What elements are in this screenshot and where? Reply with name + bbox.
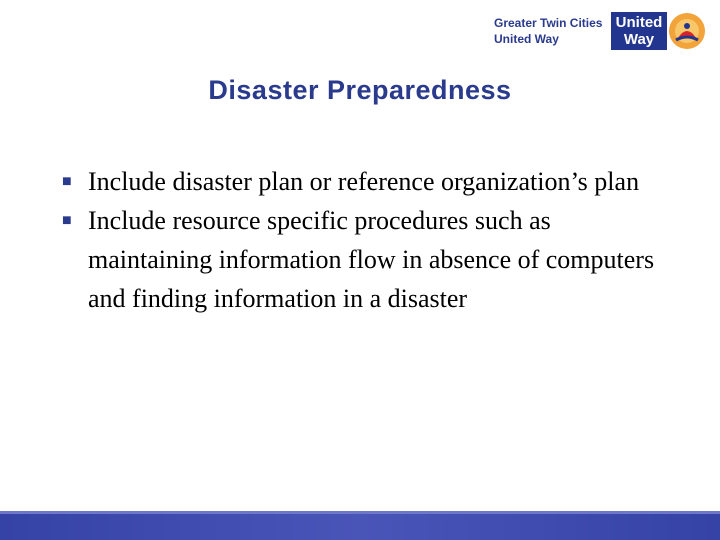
bullet-item [60,201,680,318]
square-bullet-icon: ■ [62,173,72,190]
bullet-text: Include resource specific procedures such as maintaining information flow in absence of computers and finding information in a disaster [88,206,655,313]
slide-title: Disaster Preparedness [208,75,512,105]
square-bullet-icon: ■ [62,212,72,229]
footer-band [0,514,720,540]
bullet-text: Include disaster plan or reference organization’s plan [88,167,640,196]
organization-name [494,15,602,47]
organization-name-line2: United Way [494,32,559,46]
logo-box-line2: Way [623,31,655,48]
organization-name-line1: Greater Twin Cities [494,16,603,30]
united-way-emblem-icon [668,12,706,50]
united-way-logo-box [611,12,667,50]
logo-box-line1: United [615,14,663,31]
bullet-item [60,162,680,201]
bullet-list [60,162,680,318]
